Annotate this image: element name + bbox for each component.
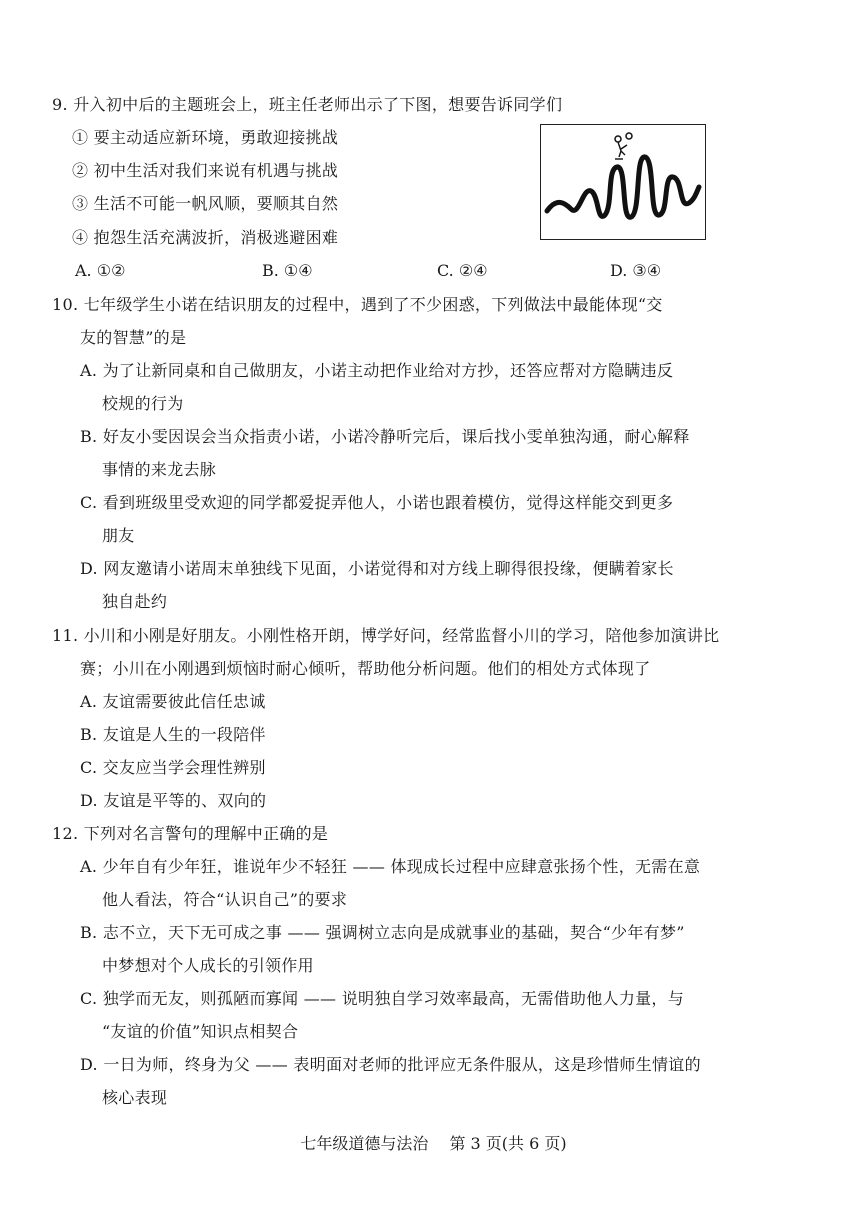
wave-path-drawing — [541, 125, 704, 238]
q11-option-d: D. 友谊是平等的、双向的 — [80, 791, 267, 810]
q10-option-d-line-1: D. 网友邀请小诺周末单独线下见面，小诺觉得和对方线上聊得很投缘，便瞒着家长 — [80, 559, 674, 578]
q12-stem: 12. 下列对名言警句的理解中正确的是 — [52, 824, 329, 843]
q10-option-c-line-1: C. 看到班级里受欢迎的同学都爱捉弄他人，小诺也跟着模仿，觉得这样能交到更多 — [80, 493, 674, 512]
wave-path-illustration — [540, 124, 706, 240]
q12-option-c-line-2: “友谊的价值”知识点相契合 — [102, 1022, 299, 1041]
q10-option-c-line-2: 朋友 — [102, 526, 135, 545]
q9-option-b: B. ①④ — [262, 261, 313, 280]
q9-statement-1: ① 要主动适应新环境，勇敢迎接挑战 — [72, 128, 339, 147]
q10-option-a-line-2: 校规的行为 — [102, 394, 184, 413]
page-footer — [0, 1133, 867, 1155]
q9-option-a: A. ①② — [75, 261, 126, 280]
q10-option-b-line-1: B. 好友小雯因误会当众指责小诺，小诺冷静听完后，课后找小雯单独沟通，耐心解释 — [80, 427, 690, 446]
q12-option-a-line-2: 他人看法，符合“认识自己”的要求 — [102, 890, 348, 909]
q12-option-a-line-1: A. 少年自有少年狂，谁说年少不轻狂 —— 体现成长过程中应肆意张扬个性，无需在意 — [80, 857, 701, 876]
q10-option-d-line-2: 独自赴约 — [102, 592, 168, 611]
q9-option-c: C. ②④ — [437, 261, 488, 280]
q11-option-a: A. 友谊需要彼此信任忠诚 — [80, 692, 266, 711]
q12-option-b-line-2: 中梦想对个人成长的引领作用 — [102, 956, 314, 975]
q10-stem-line-1: 10. 七年级学生小诺在结识朋友的过程中，遇到了不少困惑，下列做法中最能体现“交 — [52, 295, 663, 314]
q11-stem-line-2: 赛；小川在小刚遇到烦恼时耐心倾听，帮助他分析问题。他们的相处方式体现了 — [80, 659, 651, 678]
q11-stem-line-1: 11. 小川和小刚是好朋友。小刚性格开朗，博学好问，经常监督小川的学习，陪他参加演讲比 — [52, 626, 720, 645]
q9-option-d: D. ③④ — [610, 261, 662, 280]
q10-option-a-line-1: A. 为了让新同桌和自己做朋友，小诺主动把作业给对方抄，还答应帮对方隐瞒违反 — [80, 361, 674, 380]
footer-page-number: 第 3 页(共 6 页) — [449, 1134, 567, 1153]
q9-statement-3: ③ 生活不可能一帆风顺，要顺其自然 — [72, 194, 339, 213]
q12-option-b-line-1: B. 志不立，天下无可成之事 —— 强调树立志向是成就事业的基础，契合“少年有梦” — [80, 923, 685, 942]
q9-statement-2: ② 初中生活对我们来说有机遇与挑战 — [72, 161, 339, 180]
q10-option-b-line-2: 事情的来龙去脉 — [102, 460, 217, 479]
q9-statement-4: ④ 抱怨生活充满波折，消极逃避困难 — [72, 228, 339, 247]
q12-option-d-line-1: D. 一日为师，终身为父 —— 表明面对老师的批评应无条件服从，这是珍惜师生情谊的 — [80, 1055, 701, 1074]
q11-option-c: C. 交友应当学会理性辨别 — [80, 758, 266, 777]
q12-option-d-line-2: 核心表现 — [102, 1088, 168, 1107]
footer-subject: 七年级道德与法治 — [300, 1134, 429, 1153]
q9-stem: 9. 升入初中后的主题班会上，班主任老师出示了下图，想要告诉同学们 — [52, 95, 563, 114]
q11-option-b: B. 友谊是人生的一段陪伴 — [80, 725, 266, 744]
q10-stem-line-2: 友的智慧”的是 — [80, 328, 187, 347]
q12-option-c-line-1: C. 独学而无友，则孤陋而寡闻 —— 说明独自学习效率最高，无需借助他人力量，与 — [80, 989, 685, 1008]
